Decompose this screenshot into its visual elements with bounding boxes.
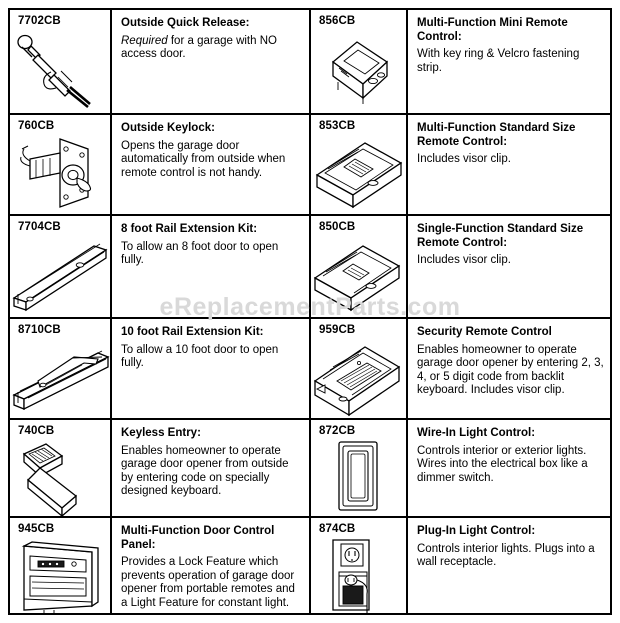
security-remote-control-illustration (311, 337, 408, 417)
part-cell (311, 10, 408, 113)
rail-extension-kit-illustration (10, 234, 112, 314)
part-number: 856CB (319, 15, 356, 27)
description-body: Controls interior lights. Plugs into a wall receptacle. (417, 542, 595, 568)
watermark: eReplacementParts.com (159, 293, 461, 321)
description-body: To allow an 8 foot door to open fully. (121, 240, 279, 266)
table-row (10, 115, 610, 216)
description-title: Multi-Function Door Control Panel: (121, 525, 275, 551)
long-rail-extension-kit-illustration (10, 337, 112, 417)
part-number: 7704CB (18, 221, 61, 233)
description-cell (112, 216, 311, 317)
emphasis-text: Required (121, 34, 168, 47)
description-title: Plug-In Light Control: (417, 525, 536, 537)
part-cell (311, 420, 408, 516)
part-cell (10, 115, 112, 214)
body-rest: for a garage with NO access door. (121, 34, 277, 60)
description-title: Security Remote Control (417, 326, 552, 338)
part-number: 872CB (319, 425, 356, 437)
description-body: Includes visor clip. (417, 153, 511, 165)
description-cell (408, 10, 610, 113)
single-function-remote-illustration (311, 234, 408, 314)
description-title: Multi-Function Standard Size Remote Control: (417, 122, 576, 148)
description-title: Single-Function Standard Size Remote Control: (417, 223, 584, 249)
description-cell (112, 518, 311, 613)
part-cell (10, 10, 112, 113)
description-title: 8 foot Rail Extension Kit: (121, 223, 258, 235)
description-cell (408, 420, 610, 516)
table-row (10, 420, 610, 518)
description-body: With key ring & Velcro fastening strip. (417, 48, 580, 74)
part-number: 740CB (18, 425, 55, 437)
part-cell (311, 319, 408, 418)
description-cell (112, 10, 311, 113)
mini-remote-control-illustration (311, 28, 408, 108)
part-cell (311, 518, 408, 613)
part-cell (10, 319, 112, 418)
quick-release-cable-illustration (10, 28, 112, 108)
part-cell (10, 216, 112, 317)
table-grid (10, 10, 610, 613)
description-body: Includes visor clip. (417, 254, 511, 266)
standard-remote-control-illustration (311, 133, 408, 213)
description-cell (408, 518, 610, 613)
part-number: 8710CB (18, 324, 61, 336)
description-body: Opens the garage door automatically from outside when remote control is not handy. (121, 139, 286, 179)
part-number: 853CB (319, 120, 356, 132)
description-body (121, 35, 303, 62)
table-row (10, 10, 610, 115)
part-number: 945CB (18, 523, 55, 535)
part-number: 850CB (319, 221, 356, 233)
part-number: 7702CB (18, 15, 61, 27)
table-row (10, 518, 610, 613)
part-number: 874CB (319, 523, 356, 535)
description-cell (112, 319, 311, 418)
description-cell (112, 420, 311, 516)
part-number: 760CB (18, 120, 55, 132)
part-cell (311, 115, 408, 214)
accessories-table (8, 8, 612, 615)
part-cell (311, 216, 408, 317)
description-body: Controls interior or exterior lights. Wires into the electrical box like a dimmer switch. (417, 444, 588, 484)
plug-in-light-module-illustration (311, 536, 408, 613)
part-number: 959CB (319, 324, 356, 336)
description-cell (112, 115, 311, 214)
description-title: Outside Quick Release: (121, 17, 250, 29)
description-title: 10 foot Rail Extension Kit: (121, 326, 264, 338)
wire-in-light-switch-illustration (311, 438, 408, 516)
description-title: Keyless Entry: (121, 427, 201, 439)
description-body: To allow a 10 foot door to open fully. (121, 343, 279, 369)
description-cell (408, 216, 610, 317)
description-body: Provides a Lock Feature which prevents operation of garage door opener from portable remotes and a Light Feature for constant light. (121, 556, 295, 609)
description-body: Enables homeowner to operate garage door opener from outside by entering code on specially designed keyboard. (121, 444, 289, 497)
description-title: Multi-Function Mini Remote Control: (417, 17, 568, 43)
part-cell (10, 420, 112, 516)
part-cell (10, 518, 112, 613)
table-row (10, 216, 610, 319)
door-control-panel-illustration (10, 536, 112, 613)
outside-keylock-illustration (10, 133, 112, 213)
description-title: Wire-In Light Control: (417, 427, 536, 439)
table-row (10, 319, 610, 420)
description-cell (408, 319, 610, 418)
description-body: Enables homeowner to operate garage door opener by entering 2, 3, 4, or 5 digit code from backlit keyboard. Includes visor clip. (417, 343, 604, 396)
keyless-entry-keypad-illustration (10, 438, 112, 516)
description-title: Outside Keylock: (121, 122, 215, 134)
description-cell (408, 115, 610, 214)
